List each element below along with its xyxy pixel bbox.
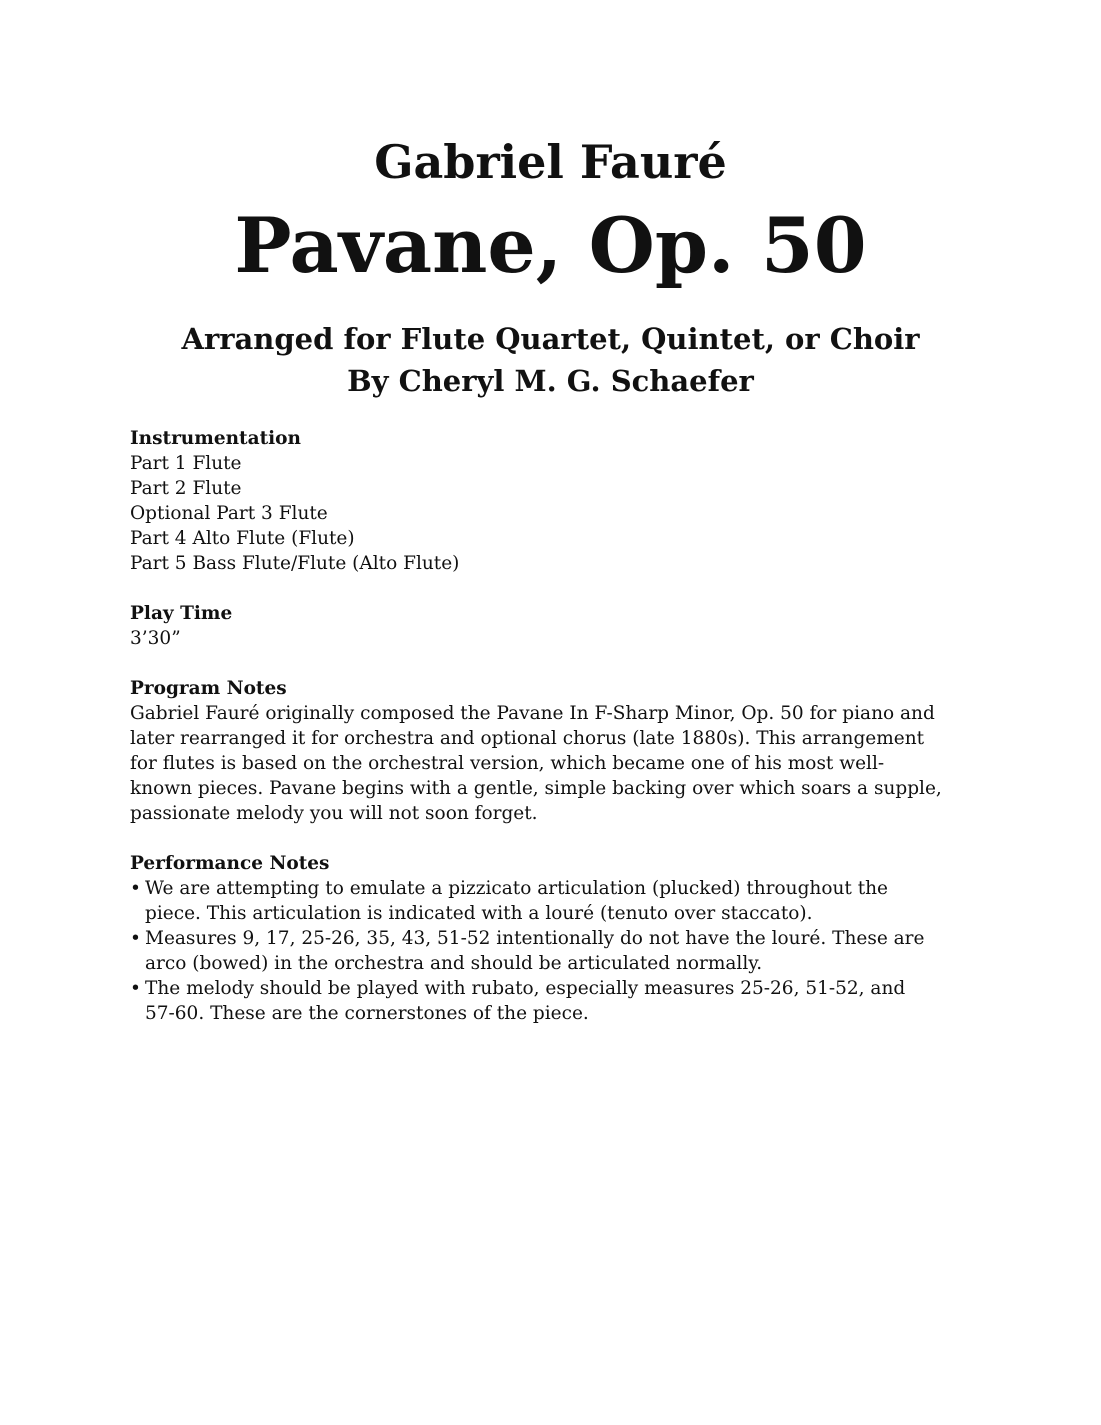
play-time-value: 3’30” <box>130 628 181 649</box>
performance-notes-heading: Performance Notes <box>130 853 330 874</box>
bullet-marker: • <box>130 978 141 999</box>
program-notes-line: passionate melody you will not soon forget. <box>130 803 538 824</box>
performance-note-line: The melody should be played with rubato, especially measures 25-26, 51-52, and <box>145 978 906 999</box>
performance-notes-section <box>130 851 975 1026</box>
performance-note-line: piece. This articulation is indicated with a louré (tenuto over staccato). <box>145 903 813 924</box>
bullet-marker: • <box>130 928 141 949</box>
instrument-part: Part 4 Alto Flute (Flute) <box>130 528 355 549</box>
composer-name: Gabriel Fauré <box>374 135 727 189</box>
program-notes-line: for flutes is based on the orchestral version, which became one of his most well- <box>130 753 885 774</box>
performance-note-line: arco (bowed) in the orchestra and should be articulated normally. <box>145 953 763 974</box>
performance-note-line: Measures 9, 17, 25-26, 35, 43, 51-52 intentionally do not have the louré. These are <box>145 928 925 949</box>
play-time-section <box>130 601 975 651</box>
instrument-part: Part 2 Flute <box>130 478 242 499</box>
arranger-credit: By Cheryl M. G. Schaefer <box>347 364 754 398</box>
program-notes-section <box>130 676 975 826</box>
arrangement-subtitle: Arranged for Flute Quartet, Quintet, or Choir <box>181 322 920 356</box>
performance-notes-list <box>130 876 975 1026</box>
program-notes-line: later rearranged it for orchestra and optional chorus (late 1880s). This arrangement <box>130 728 925 749</box>
page-title: Pavane, Op. 50 <box>234 201 867 290</box>
program-notes-line: known pieces. Pavane begins with a gentle, simple backing over which soars a supple, <box>130 778 942 799</box>
program-notes-heading: Program Notes <box>130 678 287 699</box>
instrument-part: Part 1 Flute <box>130 453 242 474</box>
instrumentation-heading: Instrumentation <box>130 428 301 449</box>
document-body <box>130 426 975 1051</box>
performance-note-line: We are attempting to emulate a pizzicato articulation (plucked) throughout the <box>145 878 888 899</box>
list-item <box>130 876 975 926</box>
instrument-part: Optional Part 3 Flute <box>130 503 328 524</box>
play-time-heading: Play Time <box>130 603 233 624</box>
instrumentation-section <box>130 426 975 576</box>
program-notes-line: Gabriel Fauré originally composed the Pavane In F-Sharp Minor, Op. 50 for piano and <box>130 703 935 724</box>
list-item <box>130 926 975 976</box>
list-item <box>130 976 975 1026</box>
instrument-part: Part 5 Bass Flute/Flute (Alto Flute) <box>130 553 460 574</box>
bullet-marker: • <box>130 878 141 899</box>
performance-note-line: 57-60. These are the cornerstones of the piece. <box>145 1003 589 1024</box>
